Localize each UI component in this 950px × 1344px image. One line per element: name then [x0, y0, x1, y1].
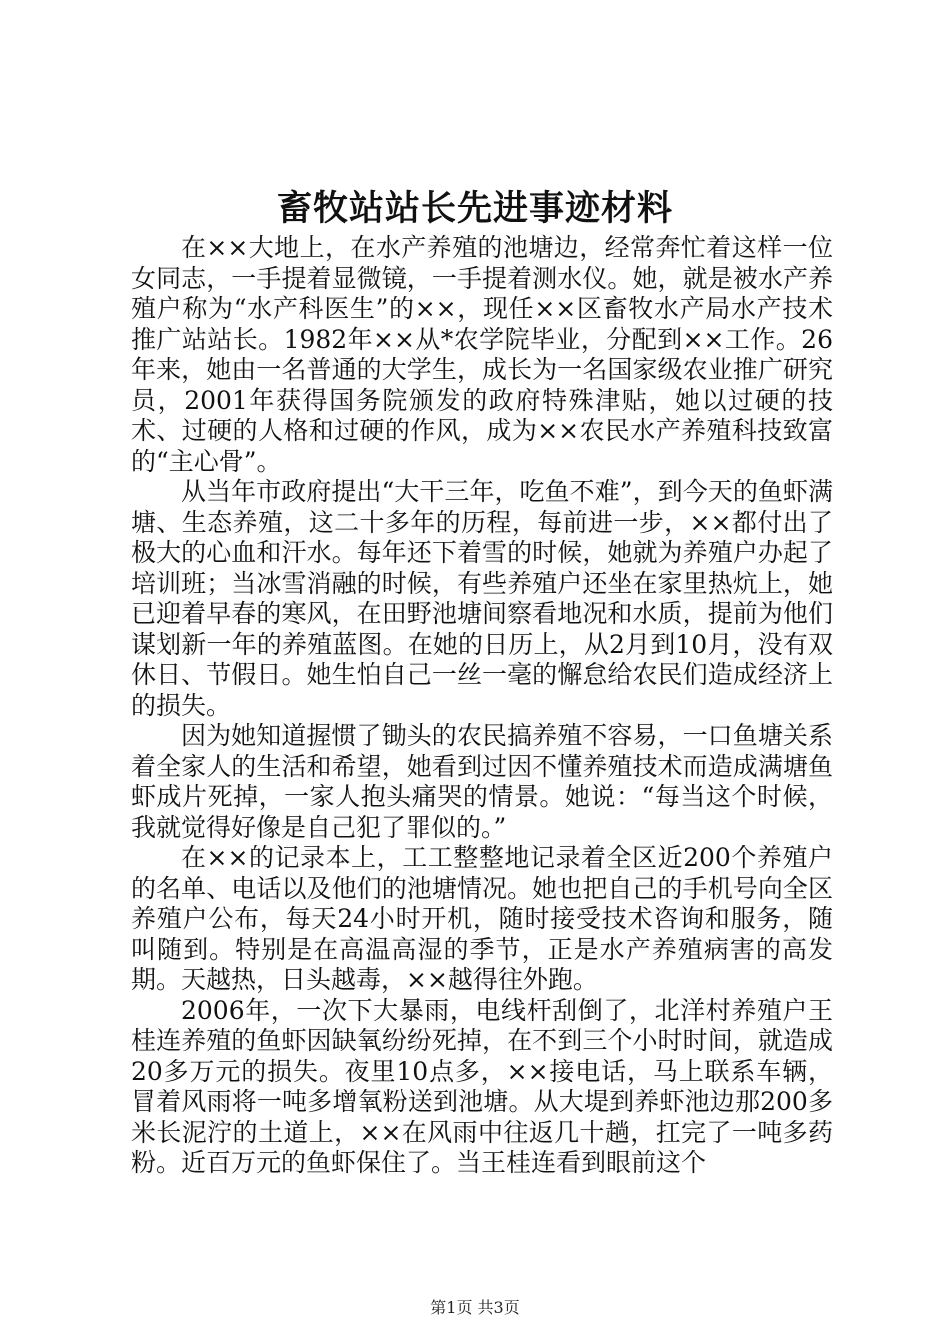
paragraph-4: 在××的记录本上，工工整整地记录着全区近200个养殖户的名单、电话以及他们的池塘情况。她也把自己的手机号向全区养殖户公布，每天24小时开机，随时接受技术咨询和服务，随叫随到。特别是在高温高湿的季节，正是水产养殖病害的高发期。天越热，日头越毒，××越得往外跑。: [131, 843, 833, 994]
page-number: 第1页 共3页: [430, 1298, 520, 1317]
paragraph-2: 从当年市政府提出“大干三年，吃鱼不难”，到今天的鱼虾满塘、生态养殖，这二十多年的历程，每前进一步，××都付出了极大的心血和汗水。每年还下着雪的时候，她就为养殖户办起了培训班；当冰雪消融的时候，有些养殖户还坐在家里热炕上，她已迎着早春的寒风，在田野池塘间察看地况和水质，提前为他们谋划新一年的养殖蓝图。在她的日历上，从2月到10月，没有双休日、节假日。她生怕自己一丝一毫的懈怠给农民们造成经济上的损失。: [131, 477, 833, 720]
document-body: [131, 233, 833, 1179]
page-title: 畜牧站站长先进事迹材料: [276, 188, 673, 229]
paragraph-1: 在××大地上，在水产养殖的池塘边，经常奔忙着这样一位女同志，一手提着显微镜，一手提着测水仪。她，就是被水产养殖户称为“水产科医生”的××，现任××区畜牧水产局水产技术推广站站长。1982年××从*农学院毕业，分配到××工作。26年来，她由一名普通的大学生，成长为一名国家级农业推广研究员，2001年获得国务院颁发的政府特殊津贴，她以过硬的技术、过硬的人格和过硬的作风，成为××农民水产养殖科技致富的“主心骨”。: [131, 233, 833, 476]
paragraph-5: 2006年，一次下大暴雨，电线杆刮倒了，北洋村养殖户王桂连养殖的鱼虾因缺氧纷纷死掉，在不到三个小时时间，就造成20多万元的损失。夜里10点多，××接电话，马上联系车辆，冒着风雨将一吨多增氧粉送到池塘。从大堤到养虾池边那200多米长泥泞的土道上，××在风雨中往返几十趟，扛完了一吨多药粉。近百万元的鱼虾保住了。当王桂连看到眼前这个: [131, 995, 833, 1177]
paragraph-3: 因为她知道握惯了锄头的农民搞养殖不容易，一口鱼塘关系着全家人的生活和希望，她看到过因不懂养殖技术而造成满塘鱼虾成片死掉，一家人抱头痛哭的情景。她说：“每当这个时候，我就觉得好像是自己犯了罪似的。”: [131, 721, 833, 842]
